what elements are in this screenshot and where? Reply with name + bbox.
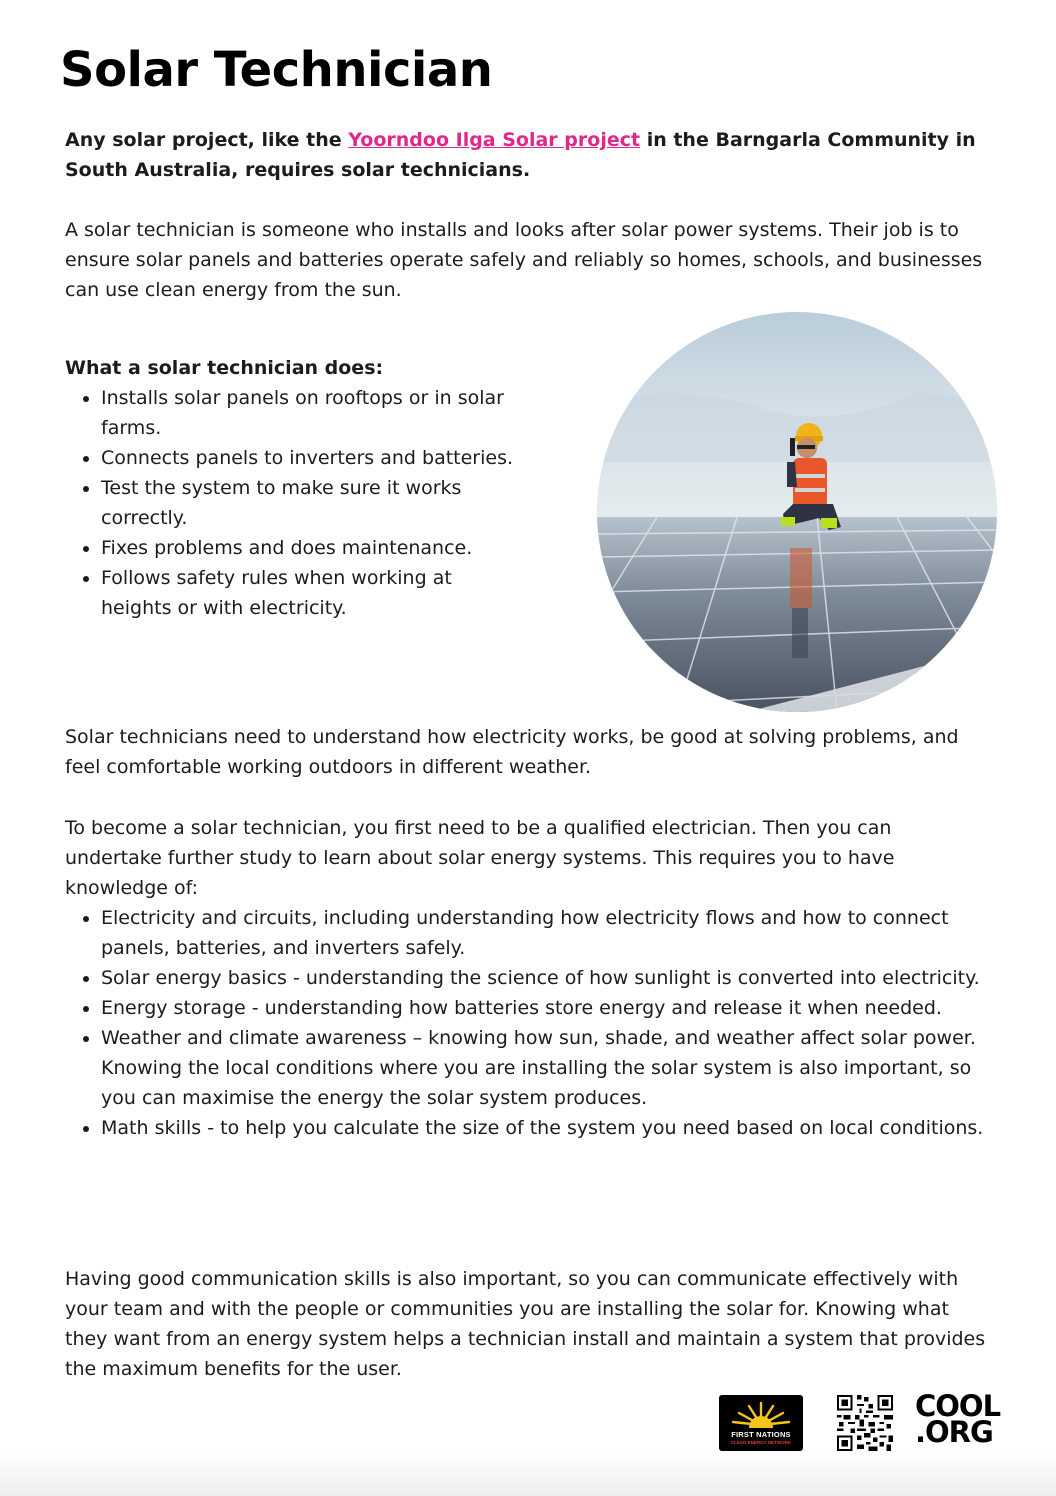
qr-code-icon[interactable]: [837, 1395, 893, 1451]
lead-paragraph: [65, 125, 995, 185]
cool-logo-top: COOL: [915, 1389, 1001, 1423]
list-item: • Connects panels to inverters and batteries.: [101, 443, 521, 473]
intro-paragraph: A solar technician is someone who installs and looks after solar power systems. Their job is to ensure solar panels and batteries operate safely and reliably so homes, schools, and businesses can use clean energy from the sun.: [65, 219, 983, 301]
skills-paragraph: Solar technicians need to understand how electricity works, be good at solving problems, and feel comfortable working outdoors in different weather.: [65, 726, 959, 778]
footer-band: [0, 1450, 1056, 1496]
list-item: • Weather and climate awareness – knowing how sun, shade, and weather affect solar power. Knowing the local conditions where you are installing the solar system is also important, so you can maximise the energy the solar system produces.: [101, 1023, 991, 1113]
lead-text-after: in the Barngarla Community in South Australia, requires solar technicians.: [65, 129, 976, 181]
list-item: • Fixes problems and does maintenance.: [101, 533, 521, 563]
list-item: • Math skills - to help you calculate the size of the system you need based on local conditions.: [101, 1113, 991, 1143]
clean-energy-network-text: CLEAN ENERGY NETWORK: [730, 1440, 792, 1445]
cool-logo-bottom: .ORG: [915, 1415, 993, 1449]
photo-illustration: [597, 312, 997, 712]
knowledge-list: [65, 903, 991, 1143]
list-item: • Installs solar panels on rooftops or in solar farms.: [101, 383, 521, 443]
list-item: • Energy storage - understanding how batteries store energy and release it when needed.: [101, 993, 991, 1023]
solar-technician-photo: [597, 312, 997, 712]
list-item: • Solar energy basics - understanding the science of how sunlight is converted into electricity.: [101, 963, 991, 993]
list-item: • Test the system to make sure it works correctly.: [101, 473, 521, 533]
does-list: [65, 383, 521, 623]
sun-rays-icon: [719, 1395, 803, 1431]
yoorndoo-ilga-link[interactable]: Yoorndoo Ilga Solar project: [348, 129, 641, 151]
lead-text-before: Any solar project, like the: [65, 129, 349, 151]
become-paragraph: To become a solar technician, you first need to be a qualified electrician. Then you can undertake further study to learn about solar energy systems. This requires you to have knowledge of:: [65, 817, 895, 899]
list-item: • Electricity and circuits, including understanding how electricity flows and how to connect panels, batteries, and inverters safely.: [101, 903, 991, 963]
first-nations-logo-text: FIRST NATIONS: [731, 1430, 791, 1439]
first-nations-logo: [719, 1395, 803, 1451]
does-heading: What a solar technician does:: [65, 357, 384, 379]
page-title: Solar Technician: [60, 42, 493, 98]
cool-org-logo: [915, 1389, 1005, 1449]
closing-paragraph: Having good communication skills is also important, so you can communicate effectively with your team and with the people or communities you are installing the solar for. Knowing what they want from an energy system helps a technician install and maintain a system that provides the maximum benefits for the user.: [65, 1268, 986, 1380]
list-item: • Follows safety rules when working at heights or with electricity.: [101, 563, 521, 623]
